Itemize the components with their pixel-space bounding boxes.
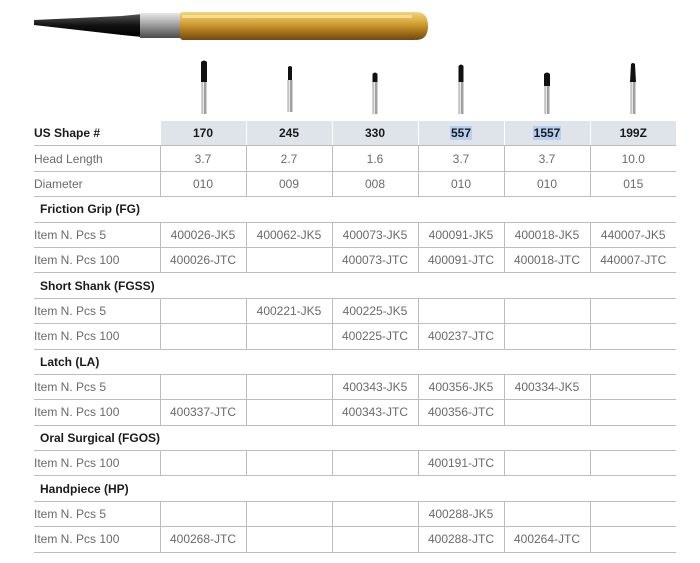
table-cell: 400018-JK5 [504,222,590,247]
section-title: Handpiece (HP) [40,481,129,496]
table-cell: 400091-JTC [418,247,504,272]
table-cell: 440007-JK5 [590,222,676,247]
section-heading [34,273,676,298]
table-row [34,222,676,247]
shape-value: 330 [364,126,386,141]
table-row [34,451,676,476]
shape-value: 245 [278,126,300,141]
section-heading [34,349,676,374]
row-label: Diameter [34,171,160,196]
table-cell [160,374,246,399]
shape-value: 199Z [619,126,647,141]
table-cell [332,451,418,476]
table-cell: 400288-JK5 [418,501,504,526]
table-row [34,501,676,526]
table-cell [246,374,332,399]
diameter-row [34,171,676,196]
table-cell [160,501,246,526]
bur-199z-icon [626,60,640,120]
head-length-row [34,146,676,171]
bur-product-image [32,8,432,46]
table-cell [590,324,676,349]
bur-557-icon [454,60,468,120]
table-cell: 010 [418,171,504,196]
table-row [34,527,676,552]
row-label: Item N. Pcs 5 [34,222,160,247]
table-cell [160,324,246,349]
table-cell [504,501,590,526]
bur-245-icon [283,60,297,120]
table-cell: 400225-JK5 [332,298,418,323]
table-cell [246,501,332,526]
shape-header-row [34,121,676,146]
row-label: Item N. Pcs 100 [34,324,160,349]
row-label: Item N. Pcs 100 [34,400,160,425]
table-cell [418,298,504,323]
section-heading [34,425,676,450]
table-cell: 008 [332,171,418,196]
table-cell [160,298,246,323]
table-cell: 400237-JTC [418,324,504,349]
row-label: Head Length [34,146,160,171]
table-cell [590,527,676,552]
table-cell [590,451,676,476]
table-cell: 400073-JK5 [332,222,418,247]
table-cell: 400225-JTC [332,324,418,349]
bur-170-icon [197,60,211,120]
section-title: Friction Grip (FG) [40,202,140,217]
section-heading [34,197,676,222]
table-cell: 400091-JK5 [418,222,504,247]
table-cell: 400062-JK5 [246,222,332,247]
table-cell [590,298,676,323]
table-cell [246,400,332,425]
table-cell [246,451,332,476]
table-cell: 400264-JTC [504,527,590,552]
table-cell: 2.7 [246,146,332,171]
table-row [34,400,676,425]
section-heading [34,476,676,501]
table-cell: 3.7 [504,146,590,171]
table-row [34,298,676,323]
table-cell: 009 [246,171,332,196]
table-cell [246,527,332,552]
section-title: Oral Surgical (FGOS) [40,430,161,445]
table-cell [246,247,332,272]
row-label: Item N. Pcs 5 [34,374,160,399]
table-cell: 400337-JTC [160,400,246,425]
table-cell: 400288-JTC [418,527,504,552]
table-cell: 440007-JTC [590,247,676,272]
table-cell [160,451,246,476]
table-cell [504,451,590,476]
table-cell: 400268-JTC [160,527,246,552]
shape-value: 170 [192,126,214,141]
table-cell: 400191-JTC [418,451,504,476]
shape-value-highlighted: 1557 [533,126,561,141]
shape-value-highlighted: 557 [450,126,472,141]
table-cell: 400026-JTC [160,247,246,272]
table-cell: 400221-JK5 [246,298,332,323]
row-label: Item N. Pcs 5 [34,298,160,323]
table-cell [504,298,590,323]
table-cell [332,501,418,526]
table-cell: 400334-JK5 [504,374,590,399]
table-cell [504,400,590,425]
table-cell: 015 [590,171,676,196]
bur-1557-icon [540,60,554,120]
table-row [34,247,676,272]
table-row [34,324,676,349]
row-label: Item N. Pcs 100 [34,451,160,476]
table-cell [590,374,676,399]
table-cell: 400073-JTC [332,247,418,272]
table-cell [590,400,676,425]
table-cell: 400356-JK5 [418,374,504,399]
table-cell [504,324,590,349]
table-cell: 3.7 [160,146,246,171]
table-cell: 400343-JTC [332,400,418,425]
table-cell [590,501,676,526]
shape-icon-row [0,60,700,122]
table-cell: 10.0 [590,146,676,171]
table-cell: 400026-JK5 [160,222,246,247]
shape-label: US Shape # [34,121,160,146]
section-title: Latch (LA) [40,354,100,369]
table-cell: 400343-JK5 [332,374,418,399]
row-label: Item N. Pcs 5 [34,501,160,526]
table-cell: 1.6 [332,146,418,171]
table-cell: 400018-JTC [504,247,590,272]
row-label: Item N. Pcs 100 [34,527,160,552]
table-cell: 010 [504,171,590,196]
table-row [34,374,676,399]
table-cell [246,324,332,349]
row-label: Item N. Pcs 100 [34,247,160,272]
section-title: Short Shank (FGSS) [40,278,155,293]
product-spec-table [34,121,676,553]
bur-330-icon [368,60,382,120]
table-cell: 400356-JTC [418,400,504,425]
table-cell: 010 [160,171,246,196]
table-cell: 3.7 [418,146,504,171]
table-cell [332,527,418,552]
